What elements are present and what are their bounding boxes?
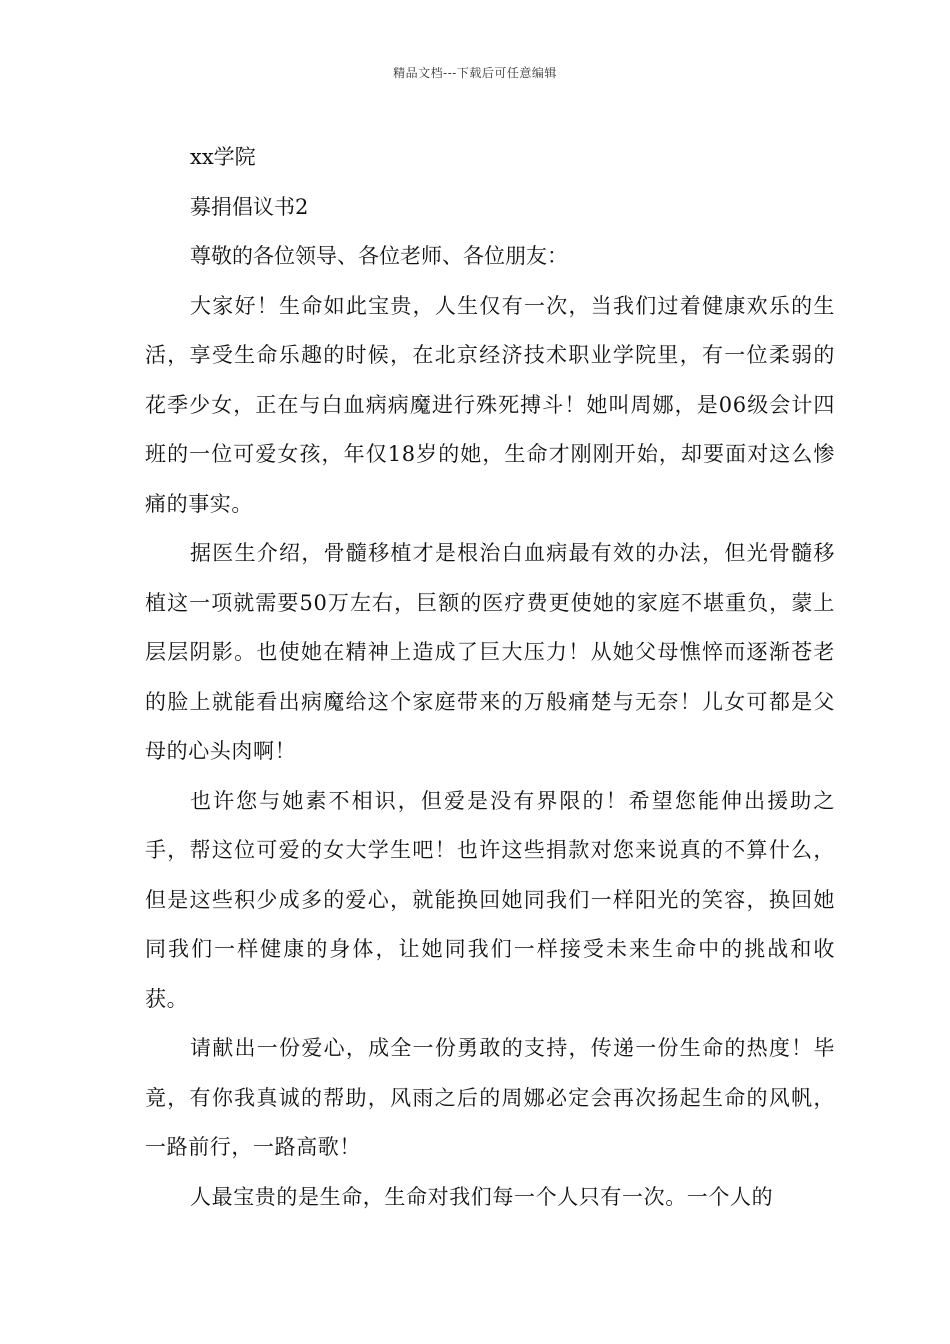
paragraph-3: 也许您与她素不相识，但爱是没有界限的！希望您能伸出援助之手，帮这位可爱的女大学生吧！也许这些捐款对您来说真的不算什么，但是这些积少成多的爱心，就能换回她同我们一样阳光的笑容，换回她同我们一样健康的身体，让她同我们一样接受未来生命中的挑战和收获。 xyxy=(145,788,835,1011)
paragraph-1: 大家好！生命如此宝贵，人生仅有一次，当我们过着健康欢乐的生活，享受生命乐趣的时候，在北京经济技术职业学院里，有一位柔弱的花季少女，正在与白血病病魔进行殊死搏斗！她叫周娜，是06级会计四班的一位可爱女孩，年仅18岁的她，生命才刚刚开始，却要面对这么惨痛的事实。 xyxy=(145,293,835,516)
header-note: 精品文档---下载后可任意编辑 xyxy=(393,66,557,80)
document-body xyxy=(145,133,835,1222)
paragraph-2: 据医生介绍，骨髓移植才是根治白血病最有效的办法，但光骨髓移植这一项就需要50万左右，巨额的医疗费更使她的家庭不堪重负，蒙上层层阴影。也使她在精神上造成了巨大压力！从她父母憔悴而逐渐苍老的脸上就能看出病魔给这个家庭带来的万般痛楚与无奈！儿女可都是父母的心头肉啊！ xyxy=(145,541,835,763)
paragraph-4: 请献出一份爱心，成全一份勇敢的支持，传递一份生命的热度！毕竟，有你我真诚的帮助，风雨之后的周娜必定会再次扬起生命的风帆，一路前行，一路高歌！ xyxy=(145,1036,835,1159)
paragraph-5: 人最宝贵的是生命，生命对我们每一个人只有一次。一个人的 xyxy=(190,1184,774,1209)
institution-name: xx学院 xyxy=(190,145,256,169)
salutation: 尊敬的各位领导、各位老师、各位朋友： xyxy=(190,244,568,268)
document-title: 募捐倡议书2 xyxy=(190,194,309,219)
